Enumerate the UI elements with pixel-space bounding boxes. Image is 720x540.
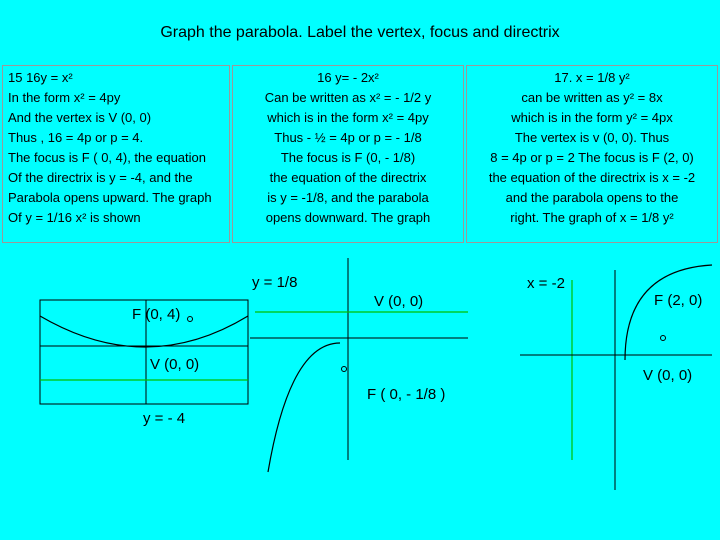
graph-17-vertex-label: V (0, 0) [643, 367, 693, 384]
problem-16-line: 16 y= - 2x² [317, 70, 379, 85]
problem-16-line: Can be written as x² = - 1/2 y [264, 90, 432, 105]
problem-17-line: 17. x = 1/8 y² [554, 70, 630, 85]
graph-16-focus-point [342, 367, 347, 372]
graph-16-vertex-label: V (0, 0) [374, 293, 424, 310]
graph-15-focus-label: F (0, 4) [132, 306, 181, 323]
graph-17-parabola-curve [625, 265, 712, 360]
graph-17-focus-label: F (2, 0) [654, 292, 703, 309]
graph-15-directrix-label: y = - 4 [143, 410, 186, 427]
problem-16-line: The focus is F (0, - 1/8) [280, 150, 416, 165]
problem-15-line: 15 16y = x² [8, 70, 73, 85]
problem-17-line: can be written as y² = 8x [521, 90, 663, 105]
problem-16-line: opens downward. The graph [265, 210, 431, 225]
problem-17-line: which is in the form y² = 4px [511, 110, 673, 125]
graph-15-vertex-label: V (0, 0) [150, 356, 200, 373]
graph-16-directrix-label: y = 1/8 [252, 274, 298, 291]
graph-16-focus-label: F ( 0, - 1/8 ) [367, 386, 446, 403]
graph-17-directrix-label: x = -2 [527, 275, 565, 292]
page-title: Graph the parabola. Label the vertex, focus and directrix [160, 24, 560, 41]
problem-16-line: which is in the form x² = 4py [267, 110, 429, 125]
problem-15-line: In the form x² = 4py [8, 90, 121, 105]
problem-17-line: 8 = 4p or p = 2 The focus is F (2, 0) [490, 150, 694, 165]
problem-15-line: Of y = 1/16 x² is shown [8, 210, 141, 225]
problem-16-line: is y = -1/8, and the parabola [267, 190, 429, 205]
problem-17-line: the equation of the directrix is x = -2 [488, 170, 696, 185]
problem-15-line: And the vertex is V (0, 0) [8, 110, 152, 125]
problem-15-line: The focus is F ( 0, 4), the equation [8, 150, 206, 165]
problem-15-line: Of the directrix is y = -4, and the [8, 170, 193, 185]
graph-17-focus-point [661, 336, 666, 341]
graph-15-focus-point [188, 317, 193, 322]
graph-16-parabola-curve [268, 343, 340, 472]
problem-17-line: right. The graph of x = 1/8 y² [510, 210, 674, 225]
problem-15-line: Parabola opens upward. The graph [8, 190, 212, 205]
problem-16-line: Thus - ½ = 4p or p = - 1/8 [274, 130, 422, 145]
problem-17-line: and the parabola opens to the [505, 190, 679, 205]
problem-17-line: The vertex is v (0, 0). Thus [514, 130, 670, 145]
problem-15-line: Thus , 16 = 4p or p = 4. [8, 130, 144, 145]
problem-16-line: the equation of the directrix [269, 170, 427, 185]
